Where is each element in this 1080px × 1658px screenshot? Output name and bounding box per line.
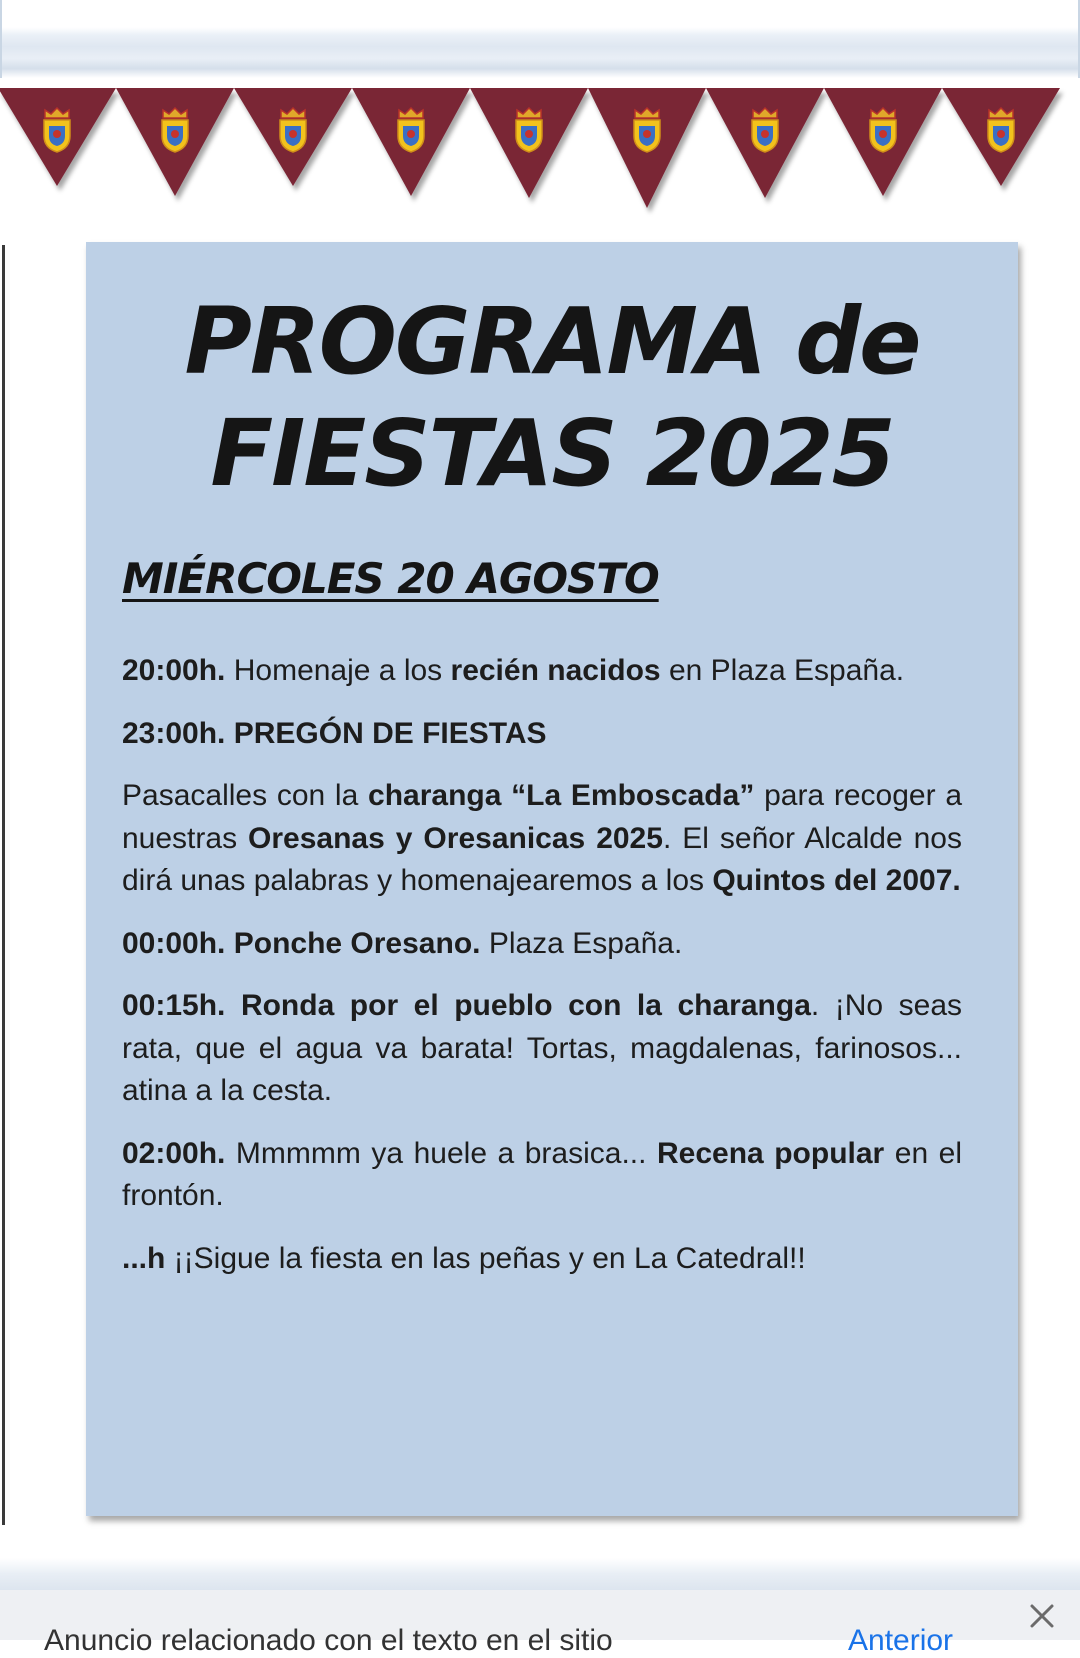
event-text: Plaza España.	[480, 926, 683, 960]
event-text: . ¡No seas rata, que el agua va barata! Tortas, magdalenas, farinosos... atina a la cesta.	[122, 989, 963, 1107]
pennant-flag	[706, 88, 824, 198]
event-text: Homenaje a los	[225, 654, 451, 687]
event-item	[122, 650, 962, 693]
event-item	[122, 923, 962, 966]
event-highlight: Oresanas y Oresanicas 2025	[248, 821, 663, 855]
event-item	[122, 775, 962, 903]
coat-of-arms-icon	[162, 108, 188, 152]
pennant-flag	[942, 88, 1060, 186]
title-line-1: PROGRAMA de	[184, 288, 920, 395]
event-item	[122, 1238, 962, 1281]
ad-banner[interactable]	[0, 1590, 1080, 1657]
event-time: 00:00h.	[122, 926, 226, 960]
event-text: Pasacalles con la	[122, 779, 369, 812]
close-icon[interactable]	[1026, 1600, 1058, 1632]
event-highlight: PREGÓN DE FIESTAS	[225, 716, 547, 750]
left-border-rule	[2, 245, 5, 1525]
event-highlight: Ponche Oresano.	[233, 926, 481, 960]
pennant-flag	[0, 88, 116, 186]
day-heading: MIÉRCOLES 20 AGOSTO	[122, 554, 659, 603]
pennant-flag	[824, 88, 942, 196]
event-highlight: charanga “La Emboscada”	[368, 779, 755, 812]
title-line-2: FIESTAS 2025	[210, 400, 894, 507]
event-highlight: recién nacidos	[450, 654, 661, 687]
event-text	[225, 989, 241, 1022]
event-time: 02:00h.	[122, 1136, 226, 1170]
event-highlight: Quintos del 2007.	[712, 864, 961, 897]
event-time: 23:00h.	[122, 716, 226, 750]
event-item	[122, 1133, 962, 1218]
event-item	[122, 713, 962, 756]
coat-of-arms-icon	[280, 108, 306, 152]
coat-of-arms-icon	[752, 108, 778, 152]
event-highlight: Recena popular	[656, 1136, 885, 1170]
event-text: ¡¡Sigue la fiesta en las peñas y en La Catedral!!	[165, 1241, 806, 1275]
event-text: en el frontón.	[122, 1136, 963, 1212]
pennant-bunting	[0, 86, 1080, 226]
ad-cta-link[interactable]: Anterior	[848, 1624, 954, 1657]
event-text: . El señor Alcalde nos dirá unas palabras y homenajearemos a los	[122, 821, 962, 897]
coat-of-arms-icon	[398, 108, 424, 152]
coat-of-arms-icon	[870, 108, 896, 152]
bottom-decorative-band	[0, 1558, 1080, 1590]
event-time: ...h	[122, 1241, 166, 1275]
coat-of-arms-icon	[634, 108, 660, 152]
event-text: para recoger a nuestras	[122, 779, 963, 855]
event-time: 20:00h.	[122, 654, 226, 687]
event-time: 00:15h.	[122, 989, 226, 1022]
event-list	[122, 650, 962, 1300]
coat-of-arms-icon	[44, 108, 70, 152]
pennant-flag	[352, 88, 470, 196]
pennant-flag	[470, 88, 588, 198]
event-text: Mmmmm ya huele a brasica...	[225, 1136, 657, 1170]
festival-program-card	[86, 242, 1018, 1516]
ad-text[interactable]: Anuncio relacionado con el texto en el sitio	[44, 1624, 613, 1657]
pennant-flag	[588, 88, 706, 208]
event-highlight: Ronda por el pueblo con la charanga	[240, 989, 811, 1022]
coat-of-arms-icon	[516, 108, 542, 152]
event-text: en Plaza España.	[660, 654, 905, 687]
pennant-flag	[234, 88, 352, 186]
top-decorative-band	[0, 0, 1080, 78]
coat-of-arms-icon	[988, 108, 1014, 152]
event-item	[122, 985, 962, 1113]
program-title	[86, 286, 1018, 510]
event-text	[225, 927, 233, 960]
pennant-flag	[116, 88, 234, 196]
